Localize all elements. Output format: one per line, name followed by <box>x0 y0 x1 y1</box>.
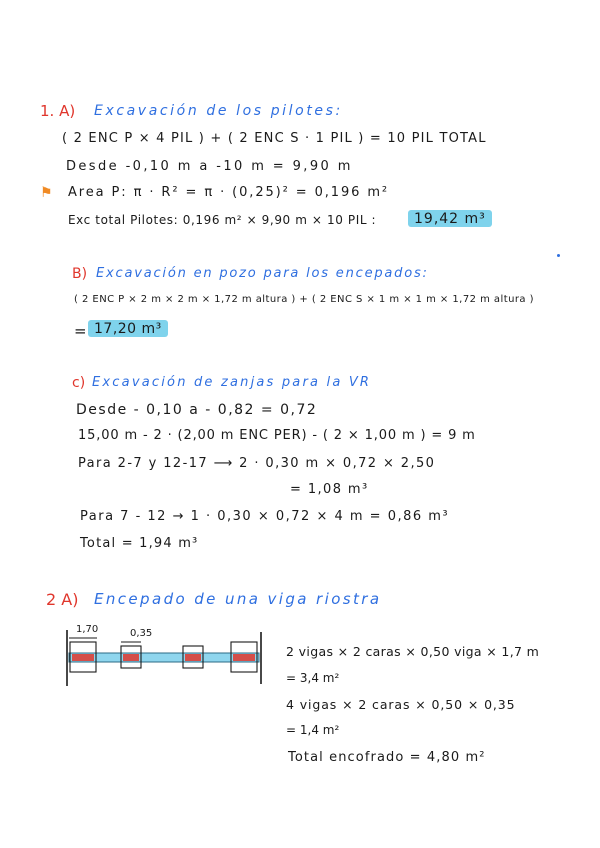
section-1-number: 1. A) <box>40 102 76 120</box>
pile-count-line: ( 2 ENC P × 4 PIL ) + ( 2 ENC S · 1 PIL ) = 10 PIL TOTAL <box>62 131 487 146</box>
pile-total-line: Exc total Pilotes: 0,196 m² × 9,90 m × 10 PIL : <box>68 213 377 227</box>
formwork-line-4: = 1,4 m² <box>286 723 340 737</box>
section-b-heading: Excavación en pozo para los encepados: <box>96 266 429 281</box>
dimension-label-2: 0,35 <box>130 628 153 639</box>
pile-total-result: 19,42 m³ <box>408 210 492 227</box>
section-2-heading: Encepado de una viga riostra <box>94 590 382 608</box>
trench-segment-a-line: Para 2-7 y 12-17 ⟶ 2 · 0,30 m × 0,72 × 2,50 <box>78 456 436 471</box>
formwork-line-3: 4 vigas × 2 caras × 0,50 × 0,35 <box>286 697 516 712</box>
section-2-number: 2 A) <box>46 590 79 609</box>
section-b-number: B) <box>72 266 88 282</box>
pit-equals: = <box>74 322 87 340</box>
trench-segment-b-line: Para 7 - 12 → 1 · 0,30 × 0,72 × 4 m = 0,86 m³ <box>80 509 450 524</box>
formwork-line-1: 2 vigas × 2 caras × 0,50 viga × 1,7 m <box>286 644 540 659</box>
pile-depth-line: Desde -0,10 m a -10 m = 9,90 m <box>66 159 353 174</box>
trench-length-line: 15,00 m - 2 · (2,00 m ENC PER) - ( 2 × 1,00 m ) = 9 m <box>78 428 476 443</box>
section-c-heading: Excavación de zanjas para la VR <box>92 375 372 390</box>
formwork-total-line: Total encofrado = 4,80 m² <box>288 750 486 765</box>
trench-segment-a-result: = 1,08 m³ <box>290 482 369 497</box>
pile-area-line: Area P: π · R² = π · (0,25)² = 0,196 m² <box>68 185 390 200</box>
formwork-line-2: = 3,4 m² <box>286 671 340 685</box>
trench-depth-line: Desde - 0,10 a - 0,82 = 0,72 <box>76 402 318 418</box>
dimension-label-1: 1,70 <box>76 624 99 635</box>
flag-mark: ⚑ <box>40 185 53 201</box>
beam-diagram <box>60 624 270 690</box>
pit-volume-line: ( 2 ENC P × 2 m × 2 m × 1,72 m altura ) + ( 2 ENC S × 1 m × 1 m × 1,72 m altura ) <box>74 294 534 305</box>
section-c-number: c) <box>72 375 86 391</box>
beam-sketch-svg <box>60 628 270 690</box>
pit-volume-result: 17,20 m³ <box>88 320 168 337</box>
trench-total-line: Total = 1,94 m³ <box>80 536 199 551</box>
section-1-heading: Excavación de los pilotes: <box>94 103 343 119</box>
stray-dot <box>557 254 560 257</box>
